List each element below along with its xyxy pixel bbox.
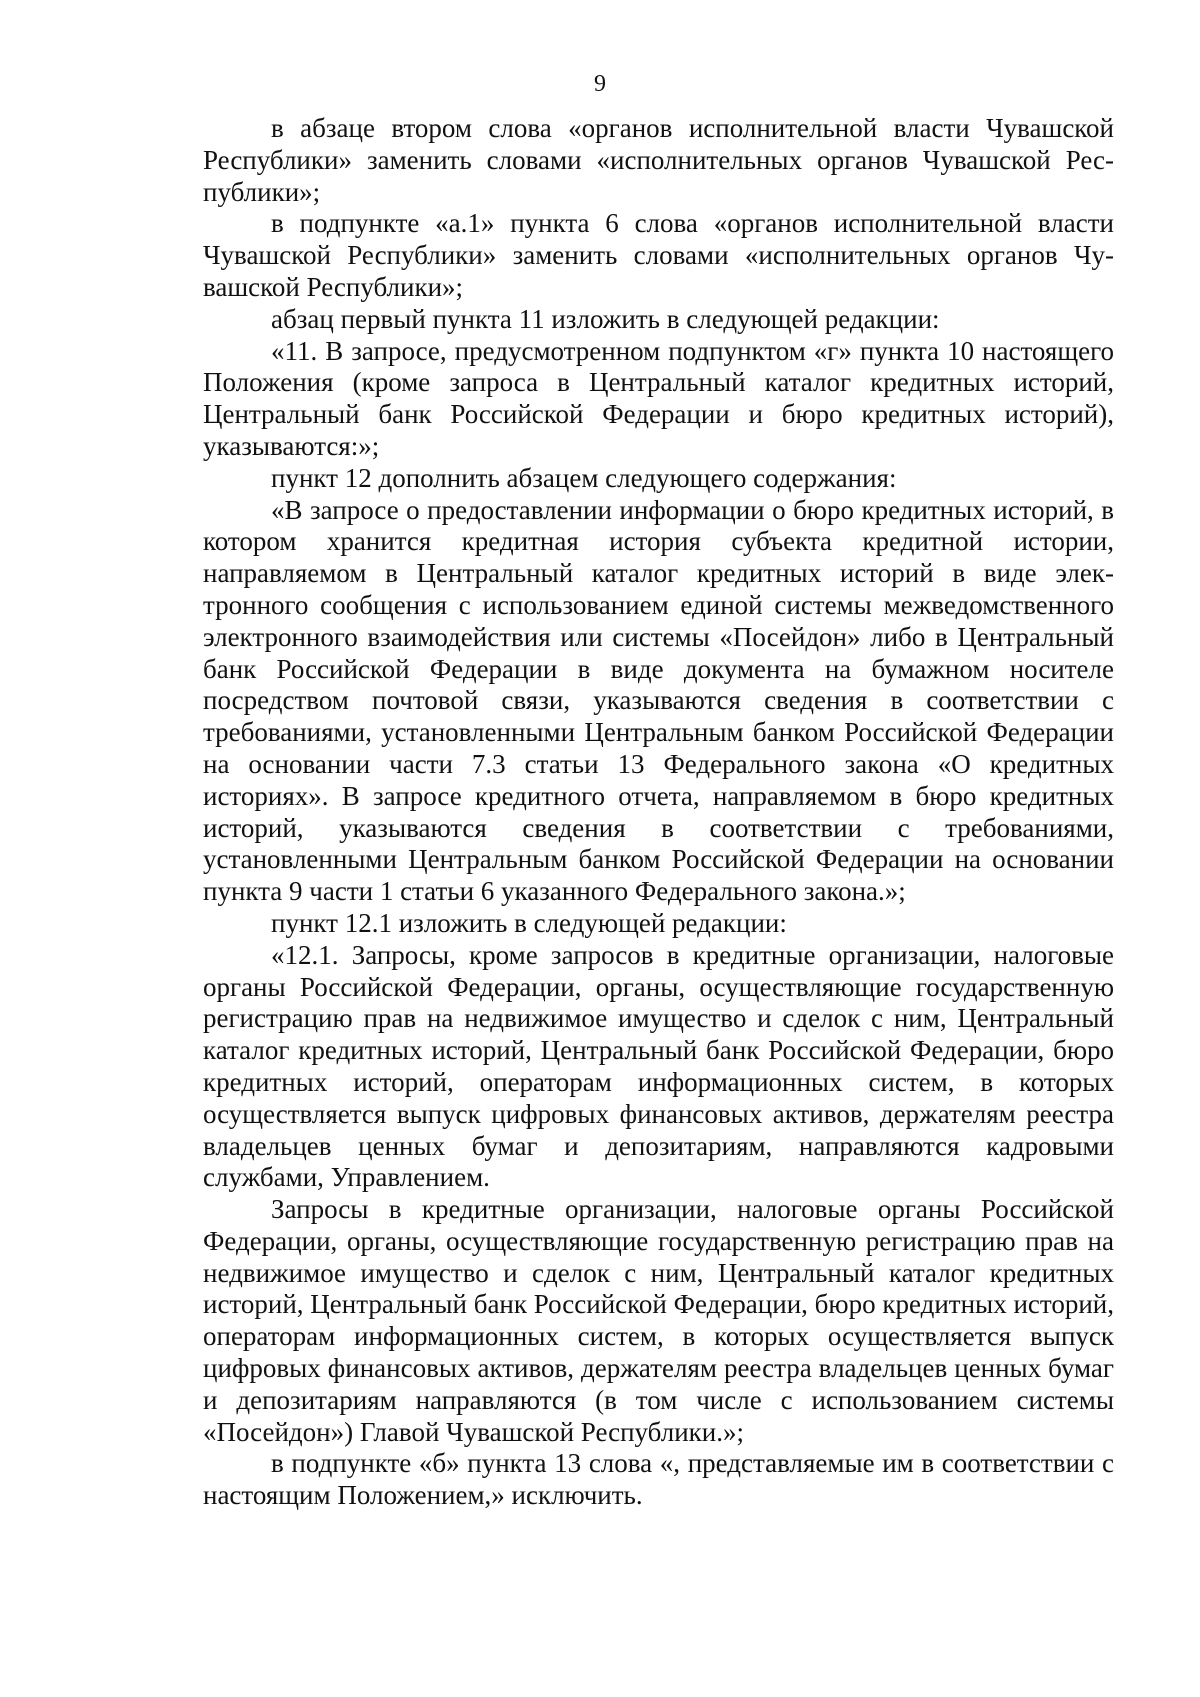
paragraph: абзац первый пункта 11 изложить в следующей редакции: (271, 303, 940, 334)
paragraph: в подпункте «б» пункта 13 слова «, представляемые им в соответствии с настоящим Положением,» исключить. (203, 1448, 1114, 1511)
paragraph: «В запросе о предоставлении информации о бюро кредитных историй, в котором хранится кредитная история субъекта кредитной истории, направляемом в Центральный каталог кредитных историй в виде электронного сообщения с использованием единой системы межведомственного электронного взаимодействия или системы «Посейдон» либо в Центральный банк Российской Федерации в виде документа на бумажном носителе посредством почтовой связи, указываются сведения в соответствии с требованиями, установленными Центральным банком Российской Федерации на основании части 7.3 статьи 13 Федерального закона «О кредитных историях». В запросе кредитного отчета, направляемом в бюро кредитных историй, указываются сведения в соответствии с требованиями, установленными Центральным банком Российской Федерации на основании пункта 9 части 1 статьи 6 указанного Федерального закона.»; (203, 494, 1114, 907)
paragraph: в подпункте «а.1» пункта 6 слова «органов исполнительной власти Чувашской Республики» заменить словами «исполнительных органов Чувашской Республики»; (203, 208, 1114, 302)
paragraph: «11. В запросе, предусмотренном подпунктом «г» пункта 10 настоящего Положения (кроме запроса в Центральный каталог кредитных историй, Центральный банк Российской Федерации и бюро кредитных историй), указываются:»; (203, 335, 1114, 461)
paragraph: пункт 12.1 изложить в следующей редакции: (271, 907, 787, 938)
paragraph: Запросы в кредитные организации, налоговые органы Российской Федерации, органы, осуществляющие государственную регистрацию прав на недвижимое имущество и сделок с ним, Центральный каталог кредитных историй, Центральный банк Российской Федерации, бюро кредитных историй, операторам информационных систем, в которых осуществляется выпуск цифровых финансовых активов, держателям реестра владельцев ценных бумаг и депозитариям направляются (в том числе с использованием системы «Посейдон») Главой Чувашской Республики.»; (203, 1194, 1114, 1447)
paragraph: в абзаце втором слова «органов исполнительной власти Чувашской Республики» заменить словами «исполнительных органов Чувашской Республики»; (203, 113, 1114, 207)
paragraph: пункт 12 дополнить абзацем следующего содержания: (271, 462, 897, 493)
document-body (203, 113, 1114, 1512)
page-number: 9 (594, 71, 606, 97)
paragraph: «12.1. Запросы, кроме запросов в кредитные организации, налоговые органы Российской Федерации, органы, осуществляющие государственную регистрацию прав на недвижимое имущество и сделок с ним, Центральный каталог кредитных историй, Центральный банк Российской Федерации, бюро кредитных историй, операторам информационных систем, в которых осуществляется выпуск цифровых финансовых активов, держателям реестра владельцев ценных бумаг и депозитариям, направляются кадровыми службами, Управлением. (203, 939, 1114, 1193)
